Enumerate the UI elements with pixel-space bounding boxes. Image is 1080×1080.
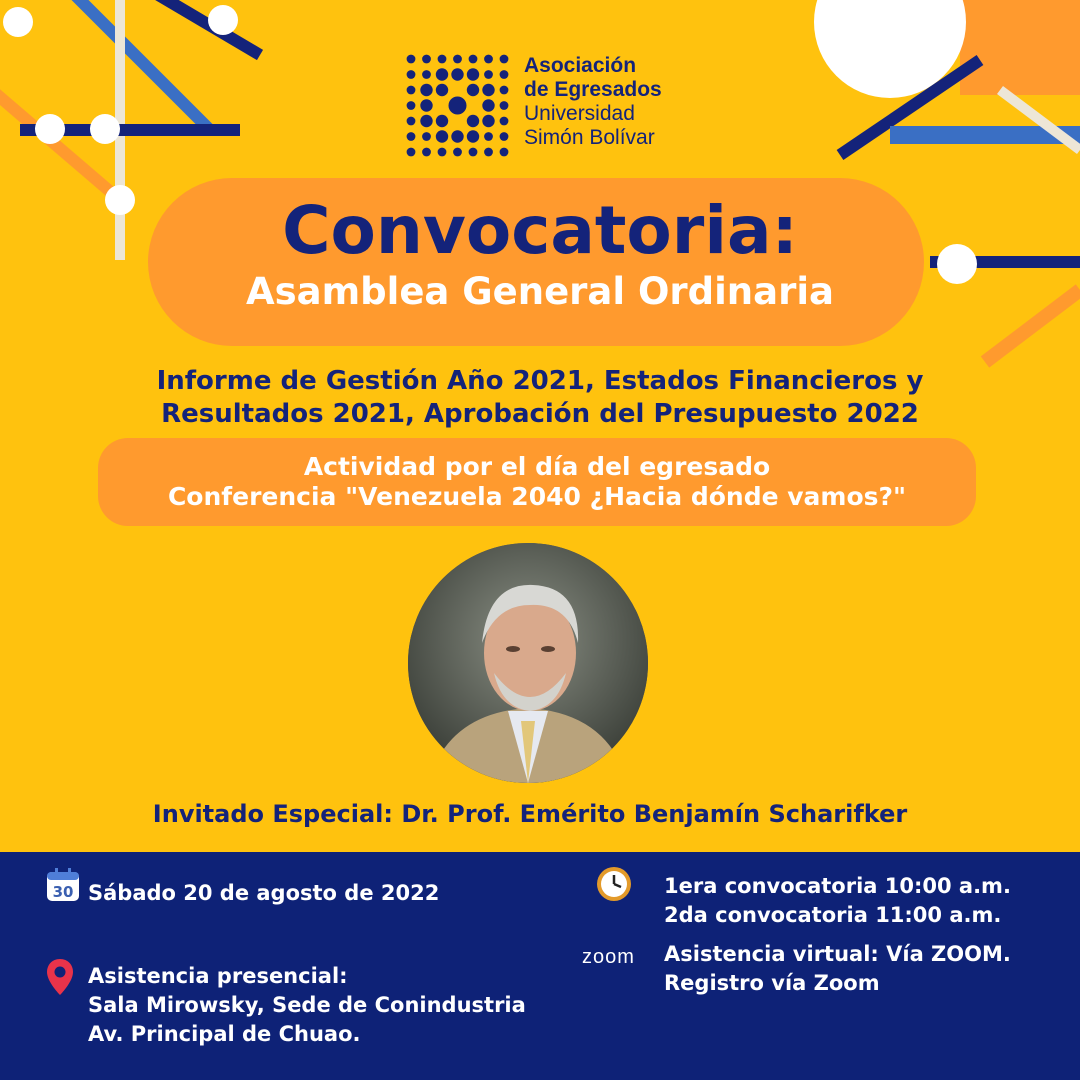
logo-line-3: Universidad [524,102,635,125]
guest-portrait [408,543,648,783]
deco-dot-1 [3,7,33,37]
logo-line-4: Simón Bolívar [524,126,655,149]
location-pin-icon [46,958,74,996]
deco-dot-3 [35,114,65,144]
activity-text [98,452,976,512]
calendar-icon [46,868,80,902]
deco-line-navy-1 [150,0,260,55]
logo-dots-icon [404,52,516,160]
virtual-text [664,940,1011,998]
schedule-text [664,872,1011,930]
convocatoria-2: 2da convocatoria 11:00 a.m. [664,903,1002,927]
virtual-line-2: Registro vía Zoom [664,971,880,995]
deco-rect-orange [960,0,1080,95]
activity-line-2: Conferencia "Venezuela 2040 ¿Hacia dónde vamos?" [167,482,907,511]
convocatoria-1: 1era convocatoria 10:00 a.m. [664,874,1011,898]
agenda-line-2: Resultados 2021, Aprobación del Presupuesto 2022 [161,399,919,429]
logo-line-1: Asociación [524,54,637,77]
deco-dot-2 [208,5,238,35]
guest-caption: Invitado Especial: Dr. Prof. Emérito Benjamín Scharifker [152,800,908,828]
agenda-line-1: Informe de Gestión Año 2021, Estados Financieros y [156,366,924,396]
agenda-text [0,365,1080,431]
logo-line-2: de Egresados [524,78,662,101]
association-logo [404,52,694,160]
presencial-line-2: Sala Mirowsky, Sede de Conindustria [88,993,526,1017]
clock-icon [596,866,632,902]
virtual-line-1: Asistencia virtual: Vía ZOOM. [664,942,1011,966]
presencial-text [88,962,526,1049]
activity-line-1: Actividad por el día del egresado [303,452,771,481]
event-date: Sábado 20 de agosto de 2022 [88,881,440,905]
guest-photo [408,543,648,783]
presencial-line-1: Asistencia presencial: [88,964,348,988]
presencial-line-3: Av. Principal de Chuao. [88,1022,361,1046]
calendar-day: 30 [52,883,74,901]
logo-text [524,54,662,150]
page-subtitle: Asamblea General Ordinaria [245,270,835,313]
zoom-logo: zoom [582,946,635,968]
page-title: Convocatoria: [282,192,798,269]
deco-dot-4 [90,114,120,144]
